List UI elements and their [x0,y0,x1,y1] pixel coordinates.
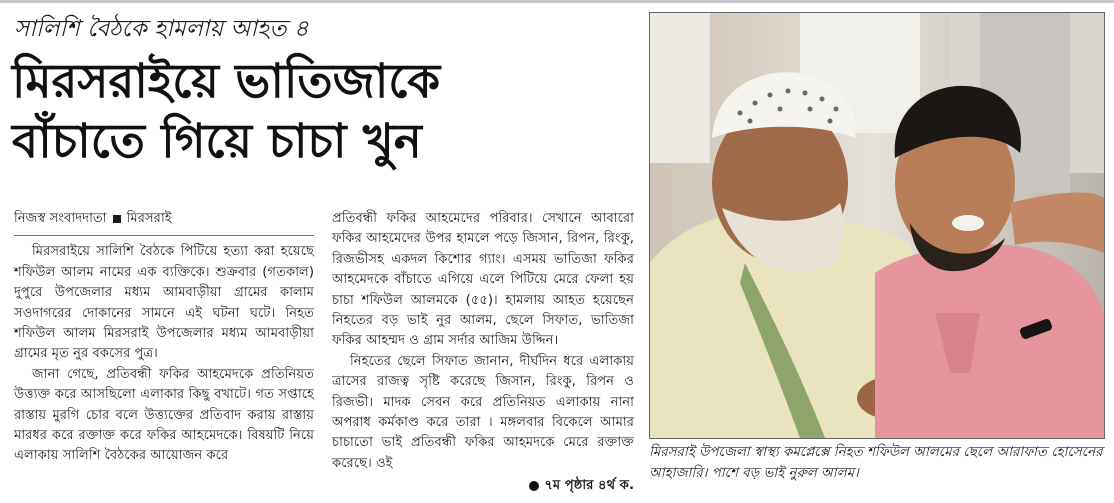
byline-source: নিজস্ব সংবাদদাতা [14,211,107,226]
headline-line-2: বাঁচাতে গিয়ে চাচা খুন [12,114,422,169]
continued-note [332,476,634,496]
byline-separator [113,215,121,223]
top-rule [0,0,1114,3]
continued-text: ৭ম পৃষ্ঠার ৪র্থ ক. [544,478,634,494]
paragraph: জানা গেছে, প্রতিবন্ধী ফকির আহমেদকে প্রতিনিয়ত উত্ত্যক্ত করে আসছিলো এলাকার কিছু বখাটে। গত সপ্তাহে রাস্তায় মুরগি চোর বলে উত্ত্যক্তের প্রতিবাদ করায় রাস্তায় মারধর করে রক্তাক্ত করে ফকির আহমেদকে। বিষয়টি নিয়ে এলাকায় সালিশি বৈঠকের আয়োজন করে [14,366,314,464]
headline-line-1: মিরসরাইয়ে ভাতিজাকে [12,54,441,109]
article-column-2 [332,209,634,497]
paragraph: মিরসরাইয়ে সালিশি বৈঠকে পিটিয়ে হত্যা করা হয়েছে শফিউল আলম নামের এক ব্যক্তিকে। শুক্রবার (গতকাল) দুপুরে উপজেলার মধ্যম আমবাড়ীয়া গ্রামের কালাম সওদাগরের দোকানের সামনে এই ঘটনা ঘটে। নিহত শফিউল আলম মিরসরাই উপজেলার মধ্যম আমবাড়ীয়া গ্রামের মৃত নুর বকসের পুত্র। [14,244,314,362]
article-column-1 [14,209,314,467]
photo-caption: মিরসরাই উপজেলা স্বাস্থ্য কমপ্লেক্সে নিহত শফিউল আলমের ছেলে আরাফাত হোসেনের আহাজারি। পাশে বড় ভাই নুরুল আলম। [649,445,1103,481]
photo-illustration [650,13,1104,438]
kicker: সালিশি বৈঠকে হামলায় আহত ৪ [14,16,309,42]
bullet-icon [529,481,539,491]
byline-place: মিরসরাই [126,211,172,226]
paragraph: নিহতের ছেলে সিফাত জানান, দীর্ঘদিন ধরে এলাকায় ত্রাসের রাজত্ব সৃষ্টি করেছে জিসান, রিংকু, রিপন ও রিজভী। মাদক সেবন করে প্রতিনিয়ত এলাকায় নানা অপরাধ কর্মকাণ্ড করে তারা । মঙ্গলবার বিকেলে আমার চাচাতো ভাই প্রতিবন্ধী ফকির আহমদকে মেরে রক্তাক্ত করেছে। ওই [332,353,634,471]
headline [12,52,637,172]
news-photo [649,12,1105,439]
paragraph: প্রতিবন্ধী ফকির আহমেদের পরিবার। সেখানে আবারো ফকির আহমেদের উপর হামলে পড়ে জিসান, রিপন, রিংকু, রিজভীসহ একদল কিশোর গ্যাং। এসময় ভাতিজা ফকির আহমেদকে বাঁচাতে এগিয়ে এলে পিটিয়ে মেরে ফেলা হয় চাচা শফিউল আলমকে (৫৫)। হামলায় আহত হয়েছেন নিহতের বড় ভাই নুর আলম, ছেলে সিফাত, ভাতিজা ফকির আহম্মদ ও গ্রাম সর্দার আজিম উদ্দিন। [332,211,634,349]
byline [14,209,314,229]
byline-rule [14,235,314,236]
